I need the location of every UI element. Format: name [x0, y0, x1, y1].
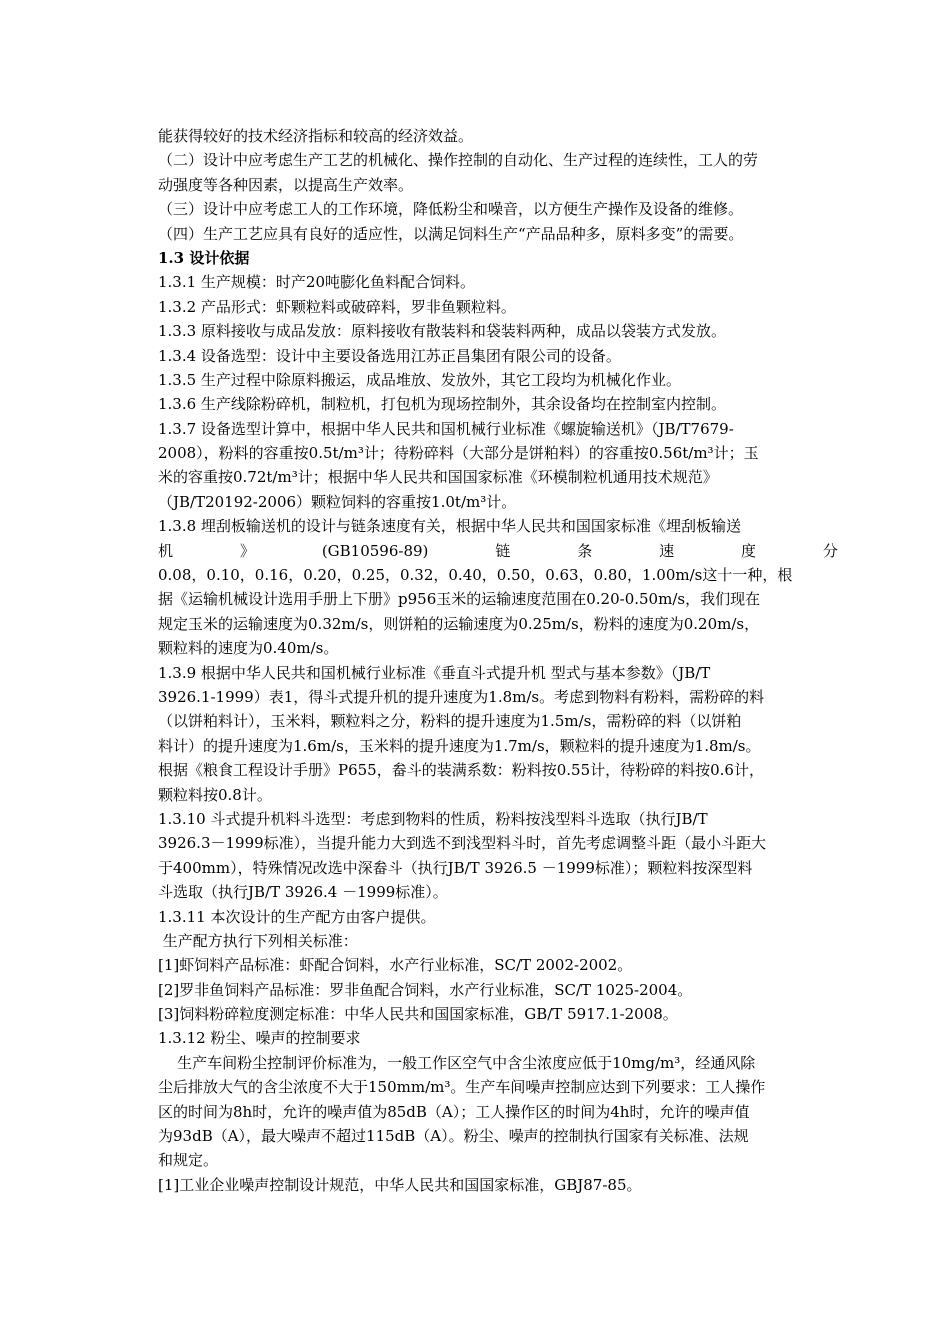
justified-word: (GB10596-89) [321, 541, 429, 560]
text-line: 于400mm），特殊情况改选中深畚斗（执行JB/T 3926.5 －1999标准）；颗粒料按深型料 [158, 858, 753, 877]
text-line: [1]虾饲料产品标准：虾配合饲料，水产行业标准，SC/T 2002-2002。 [158, 956, 633, 975]
text-line: [1]工业企业噪声控制设计规范，中华人民共和国国家标准，GBJ87-85。 [158, 1175, 642, 1194]
text-line: 生产车间粉尘控制评价标准为，一般工作区空气中含尘浓度应低于10mg/m³，经通风除 [158, 1053, 756, 1072]
text-line: （以饼粕料计），玉米料，颗粒料之分，粉料的提升速度为1.5m/s，需粉碎的料（以饼粕 [158, 712, 742, 731]
text-line: [2]罗非鱼饲料产品标准：罗非鱼配合饲料，水产行业标准，SC/T 1025-2004。 [158, 980, 693, 999]
text-line: 尘后排放大气的含尘浓度不大于150mm/m³。生产车间噪声控制应达到下列要求：工人操作 [158, 1078, 766, 1097]
text-line: 料计）的提升速度为1.6m/s，玉米料的提升速度为1.7m/s，颗粒料的提升速度为1.8m/s。 [158, 736, 761, 755]
justified-word: 条 [577, 541, 593, 560]
text-line: 米的容重按0.72t/m³计；根据中华人民共和国国家标准《环模制粒机通用技术规范》 [158, 468, 718, 487]
text-line: （二）设计中应考虑生产工艺的机械化、操作控制的自动化、生产过程的连续性，工人的劳 [158, 151, 759, 170]
text-line: 1.3.11 本次设计的生产配方由客户提供。 [158, 907, 436, 926]
text-line: 规定玉米的运输速度为0.32m/s，则饼粕的运输速度为0.25m/s，粉料的速度为0.20m/s， [158, 614, 760, 633]
text-line: 1.3.2 产品形式：虾颗粒料或破碎料，罗非鱼颗粒料。 [158, 297, 516, 316]
text-line: 生产配方执行下列相关标准： [158, 931, 358, 950]
text-line: 3926.1-1999）表1，得斗式提升机的提升速度为1.8m/s。考虑到物料有粉料，需粉碎的料 [158, 687, 765, 706]
text-line: 1.3.9 根据中华人民共和国机械行业标准《垂直斗式提升机 型式与基本参数》（JB/T [158, 663, 711, 682]
text-line: 1.3.7 设备选型计算中，根据中华人民共和国机械行业标准《螺旋输送机》（JB/T7679- [158, 419, 734, 438]
text-line: 1.3.3 原料接收与成品发放：原料接收有散装料和袋装料两种，成品以袋装方式发放。 [158, 322, 726, 341]
text-line: （三）设计中应考虑工人的工作环境，降低粉尘和噪音，以方便生产操作及设备的维修。 [158, 200, 744, 219]
text-line: 1.3.8 埋刮板输送机的设计与链条速度有关，根据中华人民共和国国家标准《埋刮板输送 [158, 517, 741, 536]
text-line: 1.3.12 粉尘、噪声的控制要求 [158, 1029, 361, 1048]
justified-text-line [158, 539, 838, 563]
text-line: 区的时间为8h时，允许的噪声值为85dB（A）；工人操作区的时间为4h时，允许的噪声值 [158, 1102, 750, 1121]
text-line: （四）生产工艺应具有良好的适应性，以满足饲料生产“产品品种多，原料多变”的需要。 [158, 224, 744, 243]
section-heading: 1.3 设计依据 [158, 248, 250, 267]
text-line: 1.3.5 生产过程中除原料搬运，成品堆放、发放外，其它工段均为机械化作业。 [158, 370, 681, 389]
justified-word: 度 [741, 541, 757, 560]
justified-word: 速 [659, 541, 675, 560]
text-line: 2008），粉料的容重按0.5t/m³计；待粉碎料（大部分是饼粕料）的容重按0.56t/m³计；玉 [158, 444, 759, 463]
text-line: 1.3.4 设备选型：设计中主要设备选用江苏正昌集团有限公司的设备。 [158, 346, 621, 365]
text-line: 根据《粮食工程设计手册》P655，畚斗的装满系数：粉料按0.55计，待粉碎的料按0.6计， [158, 761, 764, 780]
text-line: （JB/T20192-2006）颗粒饲料的容重按1.0t/m³计。 [158, 492, 517, 511]
text-line: 1.3.10 斗式提升机料斗选型：考虑到物料的性质，粉料按浅型料斗选取（执行JB/T [158, 809, 708, 828]
justified-word: 分 [822, 541, 838, 560]
text-line: 动强度等各种因素，以提高生产效率。 [158, 175, 414, 194]
text-line: [3]饲料粉碎粒度测定标准：中华人民共和国国家标准，GB/T 5917.1-2008。 [158, 1005, 678, 1024]
text-line: 和规定。 [158, 1151, 219, 1170]
justified-word: 》 [239, 541, 255, 560]
justified-word: 链 [495, 541, 511, 560]
text-line: 为93dB（A），最大噪声不超过115dB（A）。粉尘、噪声的控制执行国家有关标准、法规 [158, 1127, 749, 1146]
text-line: 能获得较好的技术经济指标和较高的经济效益。 [158, 127, 474, 145]
text-line: 斗选取（执行JB/T 3926.4 －1999标准）。 [158, 883, 448, 902]
text-line: 颗粒料的速度为0.40m/s。 [158, 639, 339, 658]
text-line: 1.3.1 生产规模：时产20吨膨化鱼料配合饲料。 [158, 273, 476, 292]
text-line: 1.3.6 生产线除粉碎机，制粒机，打包机为现场控制外，其余设备均在控制室内控制。 [158, 395, 726, 414]
text-line: 0.08，0.10，0.16，0.20，0.25，0.32，0.40，0.50，0.63，0.80，1.00m/s这十一种，根 [158, 566, 793, 585]
text-line: 颗粒料按0.8计。 [158, 785, 272, 804]
text-line: 据《运输机械设计选用手册上下册》p956玉米的运输速度范围在0.20-0.50m/s，我们现在 [158, 590, 761, 609]
document-page [158, 124, 838, 1197]
justified-word: 机 [158, 541, 174, 560]
text-line: 3926.3－1999标准），当提升能力大到选不到浅型料斗时，首先考虑调整斗距（最小斗距大 [158, 834, 767, 853]
